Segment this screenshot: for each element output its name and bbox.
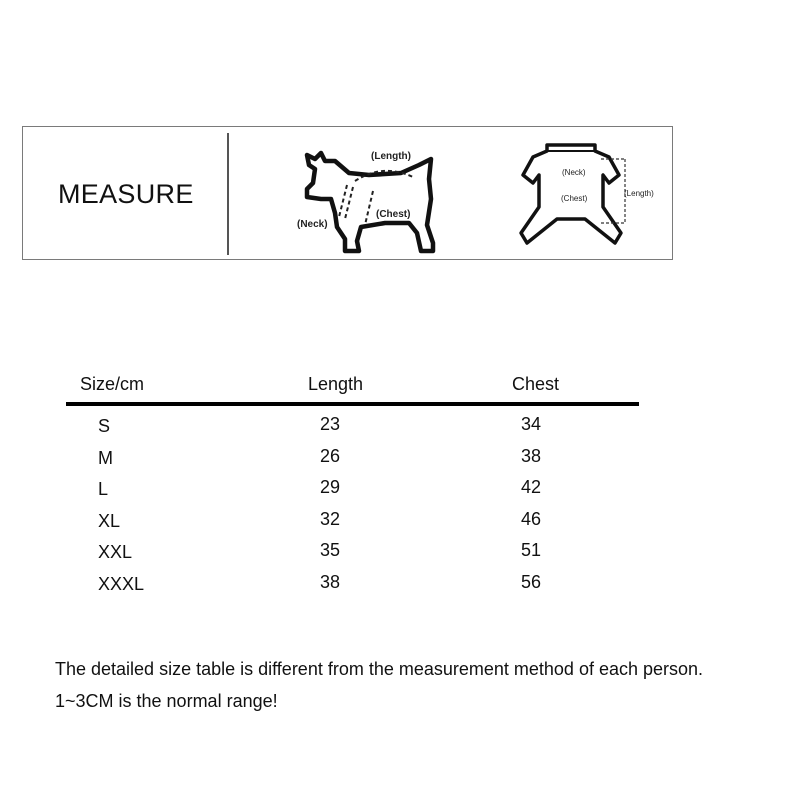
chest-cell: 51 [521, 540, 542, 560]
size-cell: XXXL [98, 574, 145, 594]
chest-cell: 38 [521, 446, 542, 466]
chest-cell: 42 [521, 477, 542, 497]
dog-chest-label: (Chest) [376, 209, 411, 220]
length-cell: 35 [320, 540, 341, 560]
length-cell: 29 [320, 477, 341, 497]
size-note: The detailed size table is different from the measurement method of each person. [55, 659, 704, 679]
dog-neck-label: (Neck) [297, 219, 328, 230]
size-cell: XXL [98, 542, 133, 562]
header-rule [66, 402, 639, 406]
dog-length-label: (Length) [371, 151, 411, 162]
chest-cell: 56 [521, 572, 542, 592]
dog-measurement-icon [273, 139, 473, 259]
length-cell: 23 [320, 414, 341, 434]
header-size: Size/cm [80, 374, 145, 394]
chest-cell: 46 [521, 509, 542, 529]
shirt-length-label: (Length) [624, 189, 654, 198]
header-chest: Chest [512, 374, 560, 394]
size-cell: XL [98, 511, 121, 531]
shirt-chest-label: (Chest) [561, 194, 588, 203]
length-cell: 26 [320, 446, 341, 466]
size-cell: M [98, 448, 113, 468]
shirt-neck-label: (Neck) [562, 168, 586, 177]
tolerance-note: 1~3CM is the normal range! [55, 691, 278, 711]
length-cell: 32 [320, 509, 341, 529]
panel-divider [227, 133, 229, 255]
measure-guide-panel [22, 126, 673, 260]
chest-cell: 34 [521, 414, 542, 434]
length-cell: 38 [320, 572, 341, 592]
shirt-measurement-icon [505, 137, 655, 257]
header-length: Length [308, 374, 364, 394]
measure-title: MEASURE [58, 179, 194, 209]
size-cell: S [98, 416, 111, 436]
size-cell: L [98, 479, 109, 499]
